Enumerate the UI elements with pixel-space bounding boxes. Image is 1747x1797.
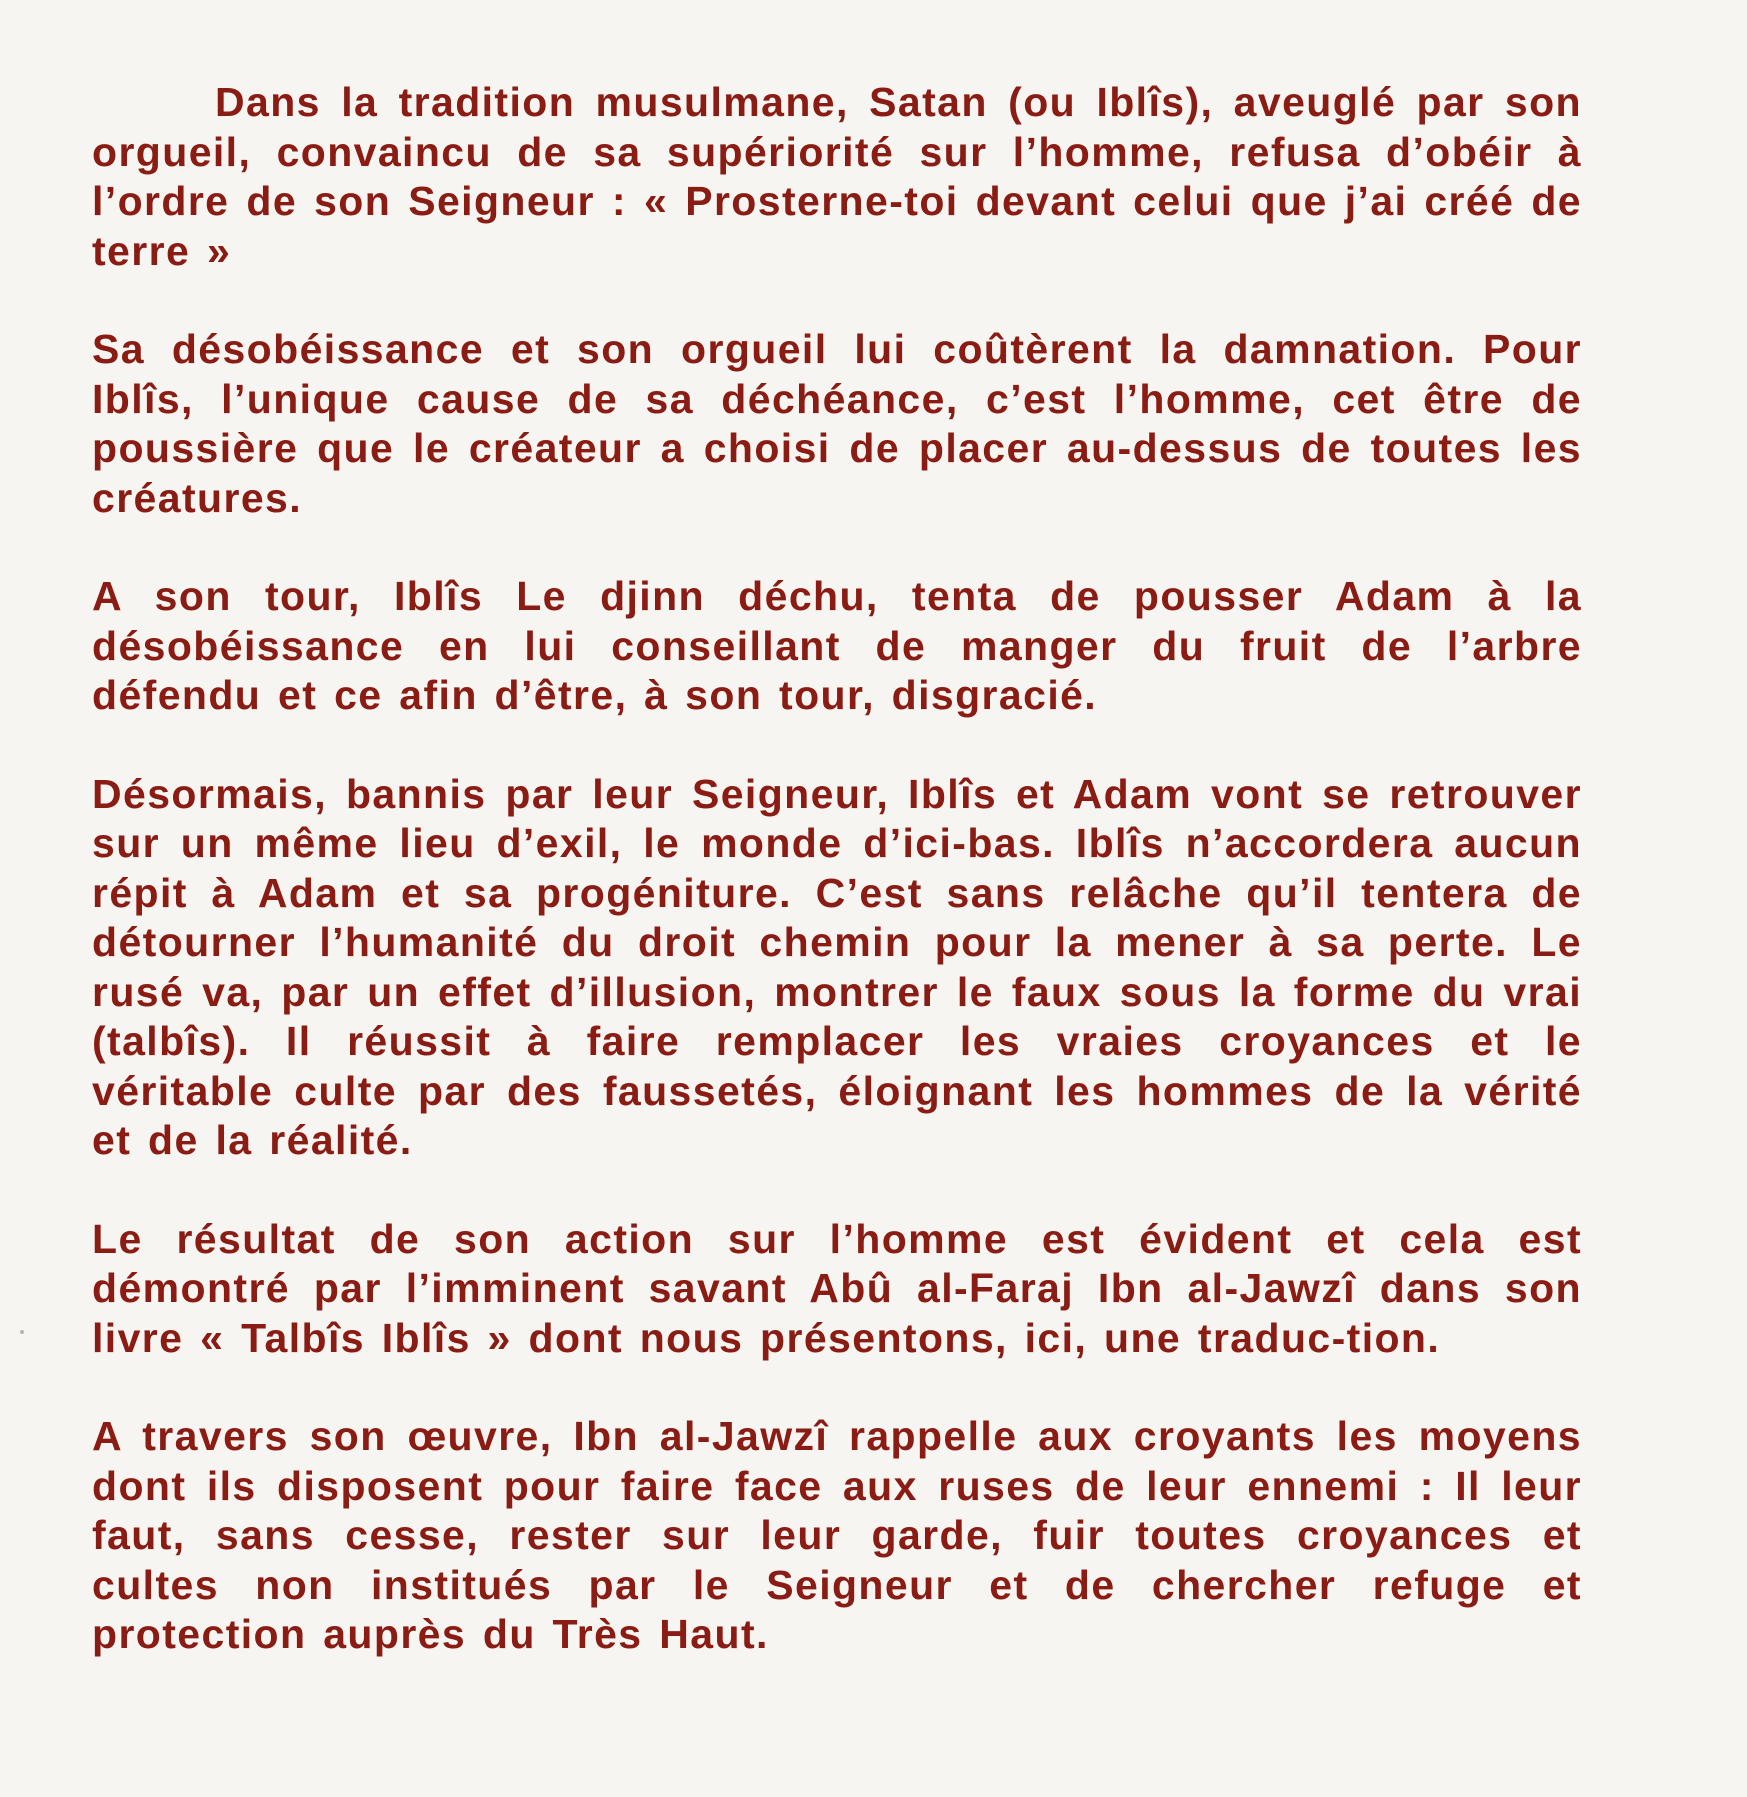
paragraph-intro: Dans la tradition musulmane, Satan (ou Iblîs), aveuglé par son orgueil, convaincu de sa supériorité sur l’homme, refusa d’obéir à l’ordre de son Seigneur : « Prosterne-toi devant celui que j’ai créé de terre » bbox=[92, 79, 1582, 274]
paragraph-translation: Le résultat de son action sur l’homme est évident et cela est démontré par l’imminent savant Abû al-Faraj Ibn al-Jawzî dans son livre « Talbîs Iblîs » dont nous présentons, ici, une traduc-tion. bbox=[92, 1215, 1582, 1361]
paragraph-exile: Désormais, bannis par leur Seigneur, Iblîs et Adam vont se retrouver sur un même lieu d’exil, le monde d’ici-bas. Iblîs n’accordera aucun répit à Adam et sa progéniture. C’est sans relâche qu’il tentera de détourner l’humanité du droit chemin pour la mener à sa perte. Le rusé va, par un effet d’illusion, montrer le faux sous la forme du vrai (talbîs). Il réussit à faire remplacer les vraies croyances et le véritable culte par des faussetés, éloignant les hommes de la vérité et de la réalité. bbox=[92, 770, 1582, 1163]
paragraph-temptation: A son tour, Iblîs Le djinn déchu, tenta de pousser Adam à la désobéissance en lui conseillant de manger du fruit de l’arbre défendu et ce afin d’être, à son tour, disgracié. bbox=[92, 573, 1582, 718]
paragraph-damnation: Sa désobéissance et son orgueil lui coûtèrent la damnation. Pour Iblîs, l’unique cause de sa déchéance, c’est l’homme, cet être de poussière que le créateur a choisi de placer au-dessus de toutes les créatures. bbox=[92, 326, 1582, 521]
scan-speck bbox=[20, 1330, 24, 1334]
paragraph-conclusion: A travers son œuvre, Ibn al-Jawzî rappelle aux croyants les moyens dont ils disposent pour faire face aux ruses de leur ennemi : Il leur faut, sans cesse, rester sur leur garde, fuir toutes croyances et cultes non institués par le Seigneur et de chercher refuge et protection auprès du Très Haut. bbox=[92, 1413, 1582, 1657]
body-text bbox=[92, 78, 1582, 1709]
